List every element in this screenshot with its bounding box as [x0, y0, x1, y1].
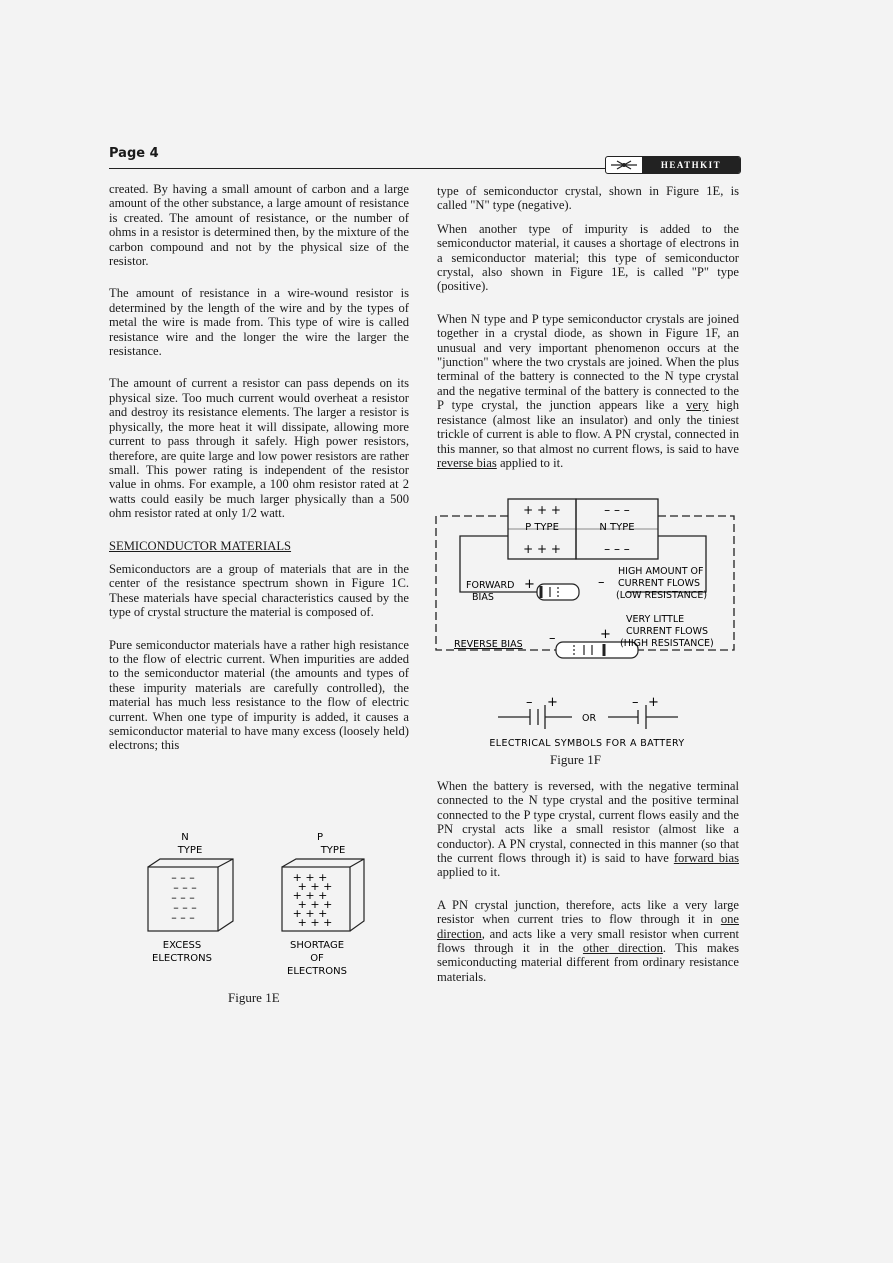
p-caption-1: SHORTAGE — [289, 940, 345, 951]
svg-text:– – –: – – – — [171, 871, 195, 884]
p-signs-top: + + + — [523, 503, 561, 517]
svg-text:+ + +: + + + — [292, 907, 328, 920]
forward-bias-1: FORWARD — [466, 580, 515, 591]
right-column-bottom — [437, 779, 739, 993]
svg-text:+ + +: + + + — [297, 916, 333, 929]
left-column — [109, 182, 409, 762]
n-type-label-2: TYPE — [177, 845, 203, 856]
svg-text:+ + +: + + + — [297, 898, 333, 911]
svg-text:+ + +: + + + — [292, 871, 328, 884]
svg-text:– – –: – – – — [171, 891, 195, 904]
svg-text:– – –: – – – — [173, 881, 197, 894]
p-caption-3: ELECTRONS — [287, 966, 347, 977]
left-paragraph-3: The amount of current a resistor can pass depends on its physical size. Too much current would overheat a resistor and destroy its resistance elements. The larger a resistor is physically, the more heat it will dissipate, allowing more current to pass through it safely. High power resistors, therefore, are quite large and low power resistors are rather small. This power rating is independent of the resistor value in ohms. For example, a 100 ohm resistor rated at 2 watts could easily be much larger physically than a 500 ohm resistor rated at only 1/2 watt. — [109, 376, 409, 521]
left-paragraph-1: created. By having a small amount of carbon and a large amount of the other substance, a large amount of resistance is created. The amount of resistance, or the number of ohms in a resistor is determined then, by the mixture of the carbon compound and not by the physical size of the resistor. — [109, 182, 409, 269]
header-rule — [109, 168, 609, 169]
p-caption-2: OF — [310, 953, 324, 964]
symbol-minus-2: – — [632, 695, 639, 710]
n-type-label-1: N — [181, 832, 189, 843]
high-current-1: HIGH AMOUNT OF — [618, 566, 704, 577]
p-type-signs — [293, 871, 333, 929]
right-paragraph-4: When the battery is reversed, with the negative terminal connected to the N type crystal and the positive terminal connected to the P type crystal, current flows easily and the PN crystal acts like a small resistor (almost like a conductor). A PN crystal, connected in this manner (so that the current flows through it) is said to have forward bias applied to it. — [437, 779, 739, 880]
figure-1e-caption: Figure 1E — [228, 990, 280, 1005]
left-paragraph-4: Semiconductors are a group of materials that are in the center of the resistance spectrum shown in Figure 1C. These materials have special characteristics caused by the type of crystal structure the material is composed of. — [109, 561, 409, 620]
n-type-label: N TYPE — [599, 522, 635, 533]
symbol-plus-2: + — [648, 695, 659, 710]
logo-text: HEATHKIT — [642, 157, 740, 173]
svg-text:+ + +: + + + — [297, 880, 333, 893]
svg-text:– – –: – – – — [173, 901, 197, 914]
low-current-1: VERY LITTLE — [626, 614, 685, 625]
left-paragraph-5: Pure semiconductor materials have a rather high resistance to the flow of electric current. When impurities are added to the semiconductor material (the amounts and types of these impurity materials are carefully controlled), the material has much less resistance to the flow of electric current. When one type of impurity is added, it causes a semiconductor material to have many excess (loosely held) electrons; this — [109, 637, 409, 753]
figure-1f — [432, 492, 742, 762]
right-paragraph-5: A PN crystal junction, therefore, acts like a very large resistor when current tries to flow through it in one direction, and acts like a very small resistor when current flows through it in the other direction. This makes semiconducting material different from ordinary resistance materials. — [437, 897, 739, 984]
logo-mark-icon — [606, 157, 642, 173]
reverse-bias-label: REVERSE BIAS — [454, 639, 523, 650]
page-number: Page 4 — [109, 146, 159, 161]
high-current-3: (LOW RESISTANCE) — [616, 590, 708, 601]
forward-bias-2: BIAS — [472, 592, 494, 603]
figure-1e — [130, 826, 370, 986]
section-heading: SEMICONDUCTOR MATERIALS — [109, 538, 292, 553]
p-signs-bottom: + + + — [523, 542, 561, 556]
n-type-signs — [171, 871, 197, 924]
n-signs-top: – – – — [604, 503, 630, 517]
p-type-label-1: P — [316, 832, 324, 843]
reverse-plus: + — [600, 627, 611, 642]
or-label: OR — [582, 713, 597, 724]
p-type-label-2: TYPE — [320, 845, 346, 856]
symbol-plus-1: + — [547, 695, 558, 710]
forward-plus: + — [524, 577, 535, 592]
heathkit-logo — [605, 156, 741, 174]
reverse-minus: – — [549, 631, 556, 646]
left-paragraph-2: The amount of resistance in a wire-wound resistor is determined by the length of the wire and by the types of metal the wire is made from. This type of wire is called resistance wire and the longer the wire the larger the resistance. — [109, 286, 409, 359]
n-signs-bottom: – – – — [604, 542, 630, 556]
n-caption-1: EXCESS — [162, 940, 202, 951]
p-type-label: P TYPE — [525, 522, 559, 533]
symbols-caption: ELECTRICAL SYMBOLS FOR A BATTERY — [489, 738, 685, 749]
forward-battery-icon — [537, 584, 579, 600]
forward-minus: – — [598, 575, 605, 590]
low-current-2: CURRENT FLOWS — [626, 626, 709, 637]
right-paragraph-2: When another type of impurity is added to the semiconductor material, it causes a shortage of electrons in a semiconductor material; this type of semiconductor crystal, also shown in Figure 1E, is called "P" type (positive). — [437, 221, 739, 294]
high-current-2: CURRENT FLOWS — [618, 578, 701, 589]
symbol-minus-1: – — [526, 695, 533, 710]
n-caption-2: ELECTRONS — [152, 953, 212, 964]
right-column-top — [437, 184, 739, 479]
right-paragraph-3: When N type and P type semiconductor crystals are joined together in a crystal diode, as shown in Figure 1F, an unusual and very important phenomenon occurs at the "junction" where the two crystals are joined. When the plus terminal of the battery is connected to the N type crystal and the negative terminal of the battery is connected to the P type crystal, the junction appears like a very high resistance (almost like an insulator) and only the tiniest trickle of current is able to flow. A PN crystal, connected in this manner, so that almost no current flows, is said to have reverse bias applied to it. — [437, 311, 739, 470]
right-paragraph-1: type of semiconductor crystal, shown in Figure 1E, is called "N" type (negative). — [437, 184, 739, 213]
svg-text:+ + +: + + + — [292, 889, 328, 902]
figure-1f-caption: Figure 1F — [550, 752, 601, 767]
low-current-3: (HIGH RESISTANCE) — [620, 638, 714, 649]
svg-text:– – –: – – – — [171, 911, 195, 924]
